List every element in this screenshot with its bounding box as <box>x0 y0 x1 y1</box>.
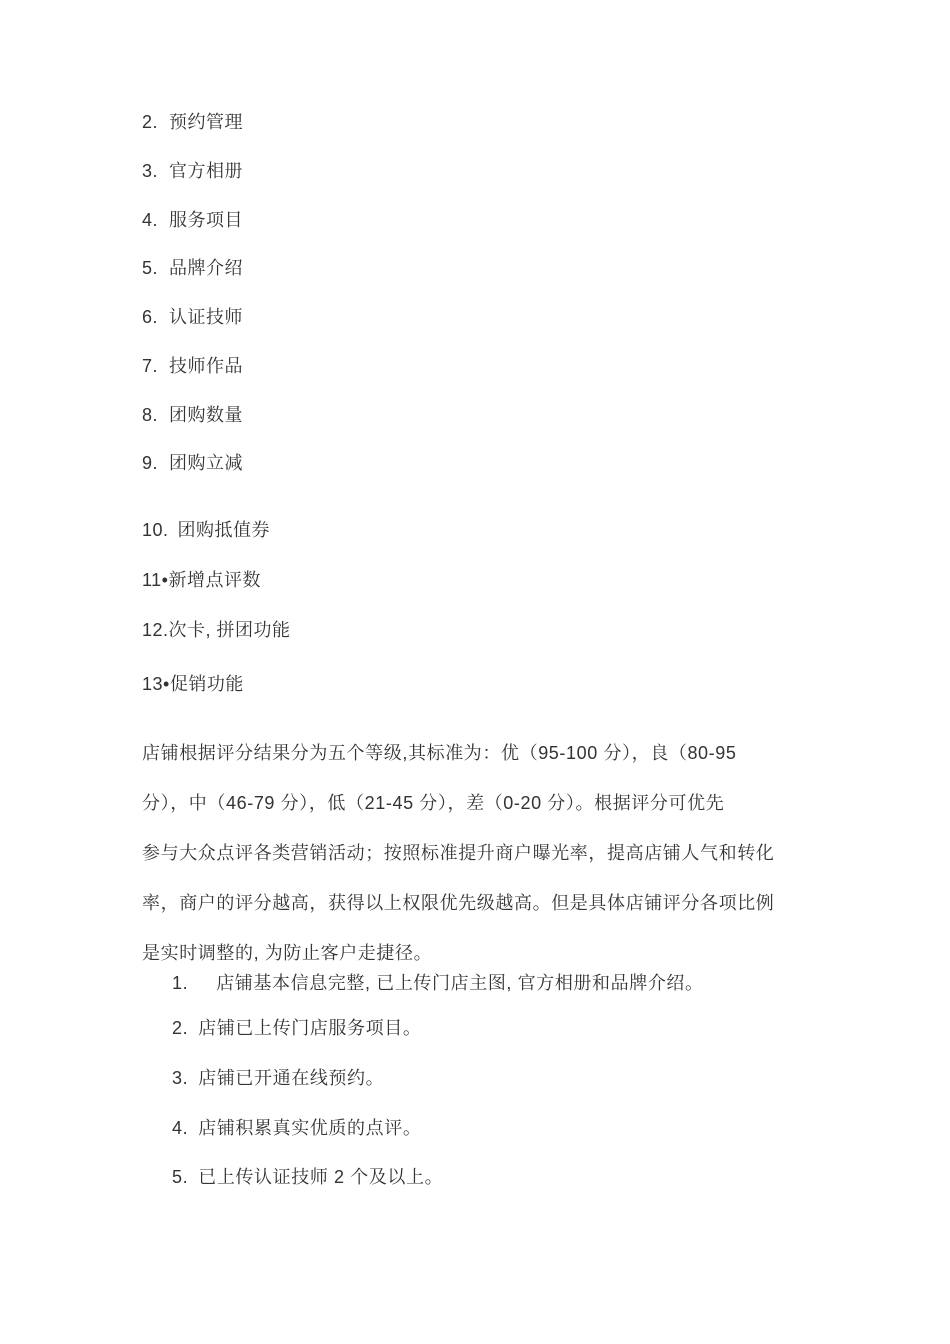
list-item <box>142 672 244 696</box>
list-item-number: 3. <box>142 161 159 181</box>
list-item-number: 11• <box>142 570 169 590</box>
list-item <box>172 1016 421 1040</box>
list-item-number: 9. <box>142 453 159 473</box>
list-item-text: 促销功能 <box>169 674 244 694</box>
list-item-text: 已上传认证技师 2 个及以上。 <box>198 1167 444 1187</box>
list-item <box>142 354 243 378</box>
list-item-number: 5. <box>172 1167 189 1187</box>
list-item-text: 团购立减 <box>169 453 244 473</box>
list-item-number: 13• <box>142 674 170 694</box>
list-item <box>142 159 243 183</box>
list-item-text: 团购数量 <box>169 405 244 425</box>
list-item-text: 次卡, 拼团功能 <box>168 620 291 640</box>
list-item <box>142 568 261 592</box>
list-item-number: 7. <box>142 356 159 376</box>
list-item-text: 店铺基本信息完整, 已上传门店主图, 官方相册和品牌介绍。 <box>216 973 704 993</box>
list-item-text: 店铺已开通在线预约。 <box>198 1068 385 1088</box>
list-item <box>172 1066 384 1090</box>
list-item-text: 新增点评数 <box>168 570 261 590</box>
list-item-number: 4. <box>142 210 159 230</box>
list-item-text: 官方相册 <box>169 161 244 181</box>
paragraph-line: 是实时调整的, 为防止客户走捷径。 <box>142 943 433 963</box>
list-item <box>142 256 243 280</box>
list-item <box>172 1116 421 1140</box>
list-item <box>142 518 270 542</box>
list-item-number: 1. <box>172 973 189 993</box>
list-item <box>142 451 243 475</box>
list-item <box>142 618 291 642</box>
list-item-text: 店铺积累真实优质的点评。 <box>198 1118 422 1138</box>
list-item-number: 10. <box>142 520 169 540</box>
list-item-number: 12. <box>142 620 169 640</box>
list-item-number: 3. <box>172 1068 189 1088</box>
paragraph-line: 参与大众点评各类营销活动；按照标准提升商户曝光率，提高店铺人气和转化 <box>142 843 775 863</box>
list-item-text: 服务项目 <box>169 210 244 230</box>
list-item <box>142 403 243 427</box>
list-item-text: 团购抵值券 <box>177 520 271 540</box>
paragraph-line: 店铺根据评分结果分为五个等级,其标准为：优（95-100 分），良（80-95 <box>142 743 737 763</box>
paragraph-line: 率，商户的评分越高，获得以上权限优先级越高。但是具体店铺评分各项比例 <box>142 893 775 913</box>
list-item-number: 8. <box>142 405 159 425</box>
list-item <box>142 110 243 134</box>
list-item-number: 2. <box>142 112 159 132</box>
list-item-text: 品牌介绍 <box>169 258 244 278</box>
list-item-number: 6. <box>142 307 159 327</box>
list-item-text: 店铺已上传门店服务项目。 <box>198 1018 422 1038</box>
list-item <box>142 208 243 232</box>
paragraph-line: 分），中（46-79 分），低（21-45 分），差（0-20 分）。根据评分可优先 <box>142 793 725 813</box>
list-item-number: 5. <box>142 258 159 278</box>
list-item <box>172 1165 443 1189</box>
list-item <box>172 971 704 995</box>
list-item <box>142 305 243 329</box>
list-item-number: 4. <box>172 1118 189 1138</box>
list-item-number: 2. <box>172 1018 189 1038</box>
list-item-text: 认证技师 <box>169 307 244 327</box>
list-item-text: 技师作品 <box>169 356 244 376</box>
list-item-text: 预约管理 <box>169 112 244 132</box>
